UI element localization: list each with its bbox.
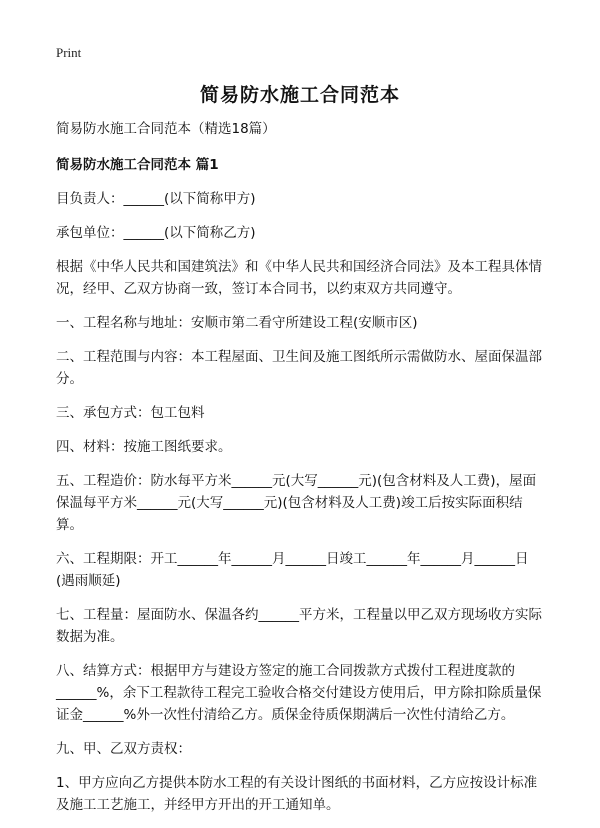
paragraph-contractor: 承包单位：______(以下简称乙方) — [56, 225, 256, 241]
paragraph-contract-method: 三、承包方式：包工包料 — [56, 405, 205, 421]
document-title: 简易防水施工合同范本 — [199, 84, 400, 106]
print-label: Print — [56, 45, 82, 60]
paragraph-settlement: 八、结算方式：根据甲方与建设方签定的施工合同拨款方式拨付工程进度款的______%，余下工程款待工程完工验收合格交付建设方使用后，甲方除扣除质量保证金______%外一次性付清给乙方。质保金待质保期满后一次性付清给乙方。 — [56, 663, 542, 723]
paragraph-responsibilities-heading: 九、甲、乙双方责权： — [56, 741, 191, 757]
section-heading: 简易防水施工合同范本 篇1 — [56, 157, 219, 173]
paragraph-responsibility-1: 1、甲方应向乙方提供本防水工程的有关设计图纸的书面材料，乙方应按设计标准及施工工艺施工，并经甲方开出的开工通知单。 — [56, 775, 538, 813]
paragraph-project-lead: 目负责人：______(以下简称甲方) — [56, 191, 256, 207]
paragraph-project-scope: 二、工程范围与内容：本工程屋面、卫生间及施工图纸所示需做防水、屋面保温部分。 — [56, 349, 542, 387]
document-body — [56, 118, 546, 828]
paragraph-legal-basis: 根据《中华人民共和国建筑法》和《中华人民共和国经济合同法》及本工程具体情况，经甲、乙双方协商一致，签订本合同书，以约束双方共同遵守。 — [56, 259, 542, 297]
paragraph-project-cost: 五、工程造价：防水每平方米______元(大写______元)(包含材料及人工费)，屋面保温每平方米______元(大写______元)(包含材料及人工费)竣工后按实际面积结算。 — [56, 473, 537, 533]
paragraph-project-quantity: 七、工程量：屋面防水、保温各约______平方米，工程量以甲乙双方现场收方实际数据为准。 — [56, 607, 542, 645]
paragraph-materials: 四、材料：按施工图纸要求。 — [56, 439, 232, 455]
document-subtitle: 简易防水施工合同范本（精选18篇） — [56, 121, 276, 137]
paragraph-project-name: 一、工程名称与地址：安顺市第二看守所建设工程(安顺市区) — [56, 315, 418, 331]
paragraph-project-duration: 六、工程期限：开工______年______月______日竣工______年______月______日(遇雨顺延) — [56, 551, 529, 589]
